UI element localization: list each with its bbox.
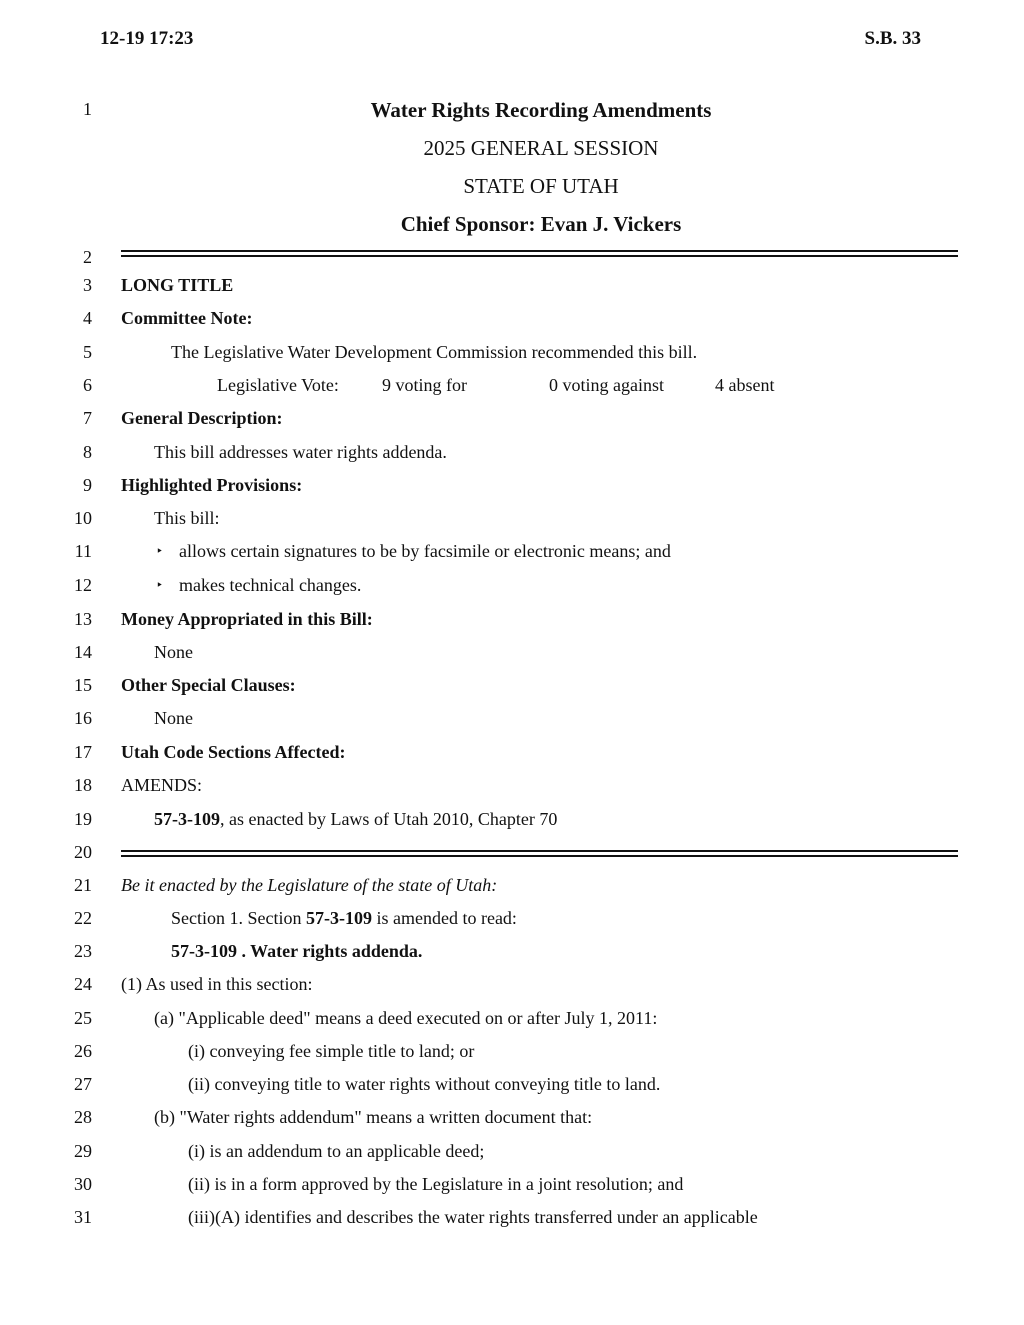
- bill-number: S.B. 33: [864, 28, 921, 49]
- line-number: 23: [74, 941, 92, 961]
- line-number: 30: [74, 1174, 92, 1194]
- line-number: 12: [74, 575, 92, 595]
- line-number: 29: [74, 1141, 92, 1161]
- line-number: 15: [74, 675, 92, 695]
- line-number: 18: [74, 775, 92, 795]
- line-number: 26: [74, 1041, 92, 1061]
- line-number: 4: [83, 308, 92, 328]
- vote-for: 9 voting for: [382, 375, 467, 395]
- body-line: (ii) conveying title to water rights without conveying title to land.: [188, 1074, 661, 1094]
- line-number: 16: [74, 708, 92, 728]
- sections-affected-label: Utah Code Sections Affected:: [121, 742, 346, 762]
- state-label: STATE OF UTAH: [463, 174, 619, 198]
- body-line: (b) "Water rights addendum" means a written document that:: [154, 1107, 593, 1127]
- money-appropriated-text: None: [154, 642, 193, 662]
- line-number: 3: [83, 275, 92, 295]
- vote-against: 0 voting against: [549, 375, 664, 395]
- section-suffix: is amended to read:: [371, 908, 517, 928]
- line-number: 2: [83, 247, 92, 267]
- line-number: 28: [74, 1107, 92, 1127]
- section-divider: [121, 250, 958, 257]
- vote-label: Legislative Vote:: [217, 375, 339, 395]
- line-number: 11: [74, 541, 92, 561]
- header-timestamp: 12-19 17:23: [100, 28, 194, 49]
- bullet-icon: ‣: [156, 578, 164, 592]
- section-heading: 57-3-109 . Water rights addenda.: [171, 941, 423, 961]
- amended-section-number: 57-3-109: [154, 809, 220, 829]
- committee-note-text: The Legislative Water Development Commission recommended this bill.: [171, 342, 698, 362]
- line-number: 10: [74, 508, 92, 528]
- line-number: 8: [83, 442, 92, 462]
- line-number: 7: [83, 408, 92, 428]
- bill-title: Water Rights Recording Amendments: [370, 98, 712, 122]
- money-appropriated-label: Money Appropriated in this Bill:: [121, 609, 373, 629]
- committee-note-label: Committee Note:: [121, 308, 253, 328]
- line-number: 5: [83, 342, 92, 362]
- highlighted-provisions-label: Highlighted Provisions:: [121, 475, 303, 495]
- line-number: 27: [74, 1074, 92, 1094]
- general-description-label: General Description:: [121, 408, 283, 428]
- section-prefix: Section 1. Section: [171, 908, 306, 928]
- session-label: 2025 GENERAL SESSION: [423, 136, 659, 160]
- line-number: 17: [74, 742, 92, 762]
- line-number: 19: [74, 809, 92, 829]
- section-number: 57-3-109: [305, 908, 372, 928]
- line-number: 14: [74, 642, 92, 662]
- line-number: 1: [83, 99, 92, 119]
- special-clauses-label: Other Special Clauses:: [121, 675, 296, 695]
- line-number: 9: [83, 475, 92, 495]
- body-line: (ii) is in a form approved by the Legislature in a joint resolution; and: [188, 1174, 684, 1194]
- body-line: (i) conveying fee simple title to land; or: [188, 1041, 475, 1061]
- vote-absent: 4 absent: [715, 375, 775, 395]
- amended-section-entry: [154, 807, 557, 831]
- long-title-heading: LONG TITLE: [121, 275, 234, 295]
- section-divider: [121, 850, 958, 857]
- line-number: 21: [74, 875, 92, 895]
- line-number: 13: [74, 609, 92, 629]
- section-intro: [171, 906, 517, 930]
- line-number: 20: [74, 842, 92, 862]
- highlighted-intro: This bill:: [154, 508, 220, 528]
- general-description-text: This bill addresses water rights addenda.: [154, 442, 447, 462]
- line-number: 24: [74, 974, 92, 994]
- special-clauses-text: None: [154, 708, 193, 728]
- line-number: 22: [74, 908, 92, 928]
- chief-sponsor: Chief Sponsor: Evan J. Vickers: [400, 212, 682, 236]
- enacting-clause: Be it enacted by the Legislature of the state of Utah:: [121, 875, 498, 895]
- body-line: (iii)(A) identifies and describes the water rights transferred under an applicable: [188, 1207, 758, 1227]
- body-line: (a) "Applicable deed" means a deed executed on or after July 1, 2011:: [154, 1008, 658, 1028]
- body-line: (i) is an addendum to an applicable deed;: [188, 1141, 485, 1161]
- amended-section-history: , as enacted by Laws of Utah 2010, Chapter 70: [220, 809, 558, 829]
- bullet-icon: ‣: [156, 544, 164, 558]
- line-number: 25: [74, 1008, 92, 1028]
- provision-item: makes technical changes.: [179, 575, 362, 595]
- body-line: (1) As used in this section:: [121, 974, 313, 994]
- line-number: 6: [83, 375, 92, 395]
- line-number: 31: [74, 1207, 92, 1227]
- provision-item: allows certain signatures to be by facsimile or electronic means; and: [179, 541, 671, 561]
- amends-label: AMENDS:: [121, 775, 203, 795]
